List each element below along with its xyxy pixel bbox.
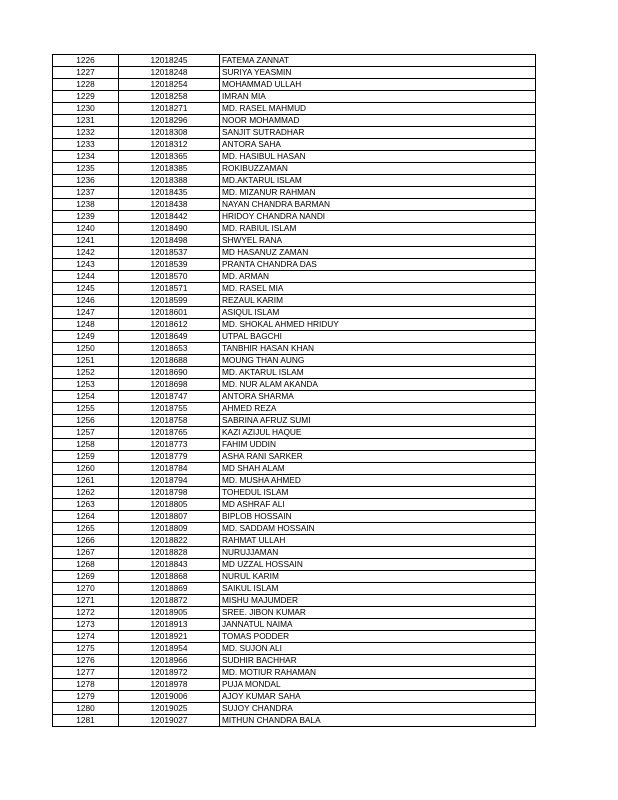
serial-cell: 1270 bbox=[53, 583, 119, 595]
name-cell: MD. AKTARUL ISLAM bbox=[220, 367, 536, 379]
serial-cell: 1278 bbox=[53, 679, 119, 691]
serial-cell: 1238 bbox=[53, 199, 119, 211]
serial-cell: 1264 bbox=[53, 511, 119, 523]
serial-cell: 1276 bbox=[53, 655, 119, 667]
name-cell: NURUL KARIM bbox=[220, 571, 536, 583]
serial-cell: 1271 bbox=[53, 595, 119, 607]
roll-number-cell: 12018779 bbox=[119, 451, 220, 463]
roll-number-cell: 12018296 bbox=[119, 115, 220, 127]
serial-cell: 1256 bbox=[53, 415, 119, 427]
roll-number-cell: 12018954 bbox=[119, 643, 220, 655]
table-row bbox=[53, 655, 536, 667]
table-row bbox=[53, 139, 536, 151]
roll-number-cell: 12018254 bbox=[119, 79, 220, 91]
serial-cell: 1280 bbox=[53, 703, 119, 715]
name-cell: TOHEDUL ISLAM bbox=[220, 487, 536, 499]
name-cell: MD. SUJON ALI bbox=[220, 643, 536, 655]
serial-cell: 1267 bbox=[53, 547, 119, 559]
table-row bbox=[53, 403, 536, 415]
table-row bbox=[53, 631, 536, 643]
name-cell: MD.AKTARUL ISLAM bbox=[220, 175, 536, 187]
table-row bbox=[53, 487, 536, 499]
roll-number-cell: 12018765 bbox=[119, 427, 220, 439]
name-cell: MD. SADDAM HOSSAIN bbox=[220, 523, 536, 535]
table-row bbox=[53, 115, 536, 127]
name-cell: SUJOY CHANDRA bbox=[220, 703, 536, 715]
name-cell: MD. RABIUL ISLAM bbox=[220, 223, 536, 235]
roll-number-cell: 12018537 bbox=[119, 247, 220, 259]
serial-cell: 1261 bbox=[53, 475, 119, 487]
serial-cell: 1247 bbox=[53, 307, 119, 319]
table-row bbox=[53, 343, 536, 355]
roll-number-cell: 12018747 bbox=[119, 391, 220, 403]
name-cell: ASIQUL ISLAM bbox=[220, 307, 536, 319]
serial-cell: 1258 bbox=[53, 439, 119, 451]
name-cell: FAHIM UDDIN bbox=[220, 439, 536, 451]
table-row bbox=[53, 691, 536, 703]
roll-number-cell: 12019006 bbox=[119, 691, 220, 703]
table-row bbox=[53, 127, 536, 139]
roll-number-cell: 12018442 bbox=[119, 211, 220, 223]
table-row bbox=[53, 703, 536, 715]
serial-cell: 1265 bbox=[53, 523, 119, 535]
name-cell: MOUNG THAN AUNG bbox=[220, 355, 536, 367]
name-cell: RAHMAT ULLAH bbox=[220, 535, 536, 547]
name-cell: JANNATUL NAIMA bbox=[220, 619, 536, 631]
roll-number-cell: 12018649 bbox=[119, 331, 220, 343]
name-cell: NOOR MOHAMMAD bbox=[220, 115, 536, 127]
serial-cell: 1273 bbox=[53, 619, 119, 631]
roll-number-cell: 12018966 bbox=[119, 655, 220, 667]
name-cell: PUJA MONDAL bbox=[220, 679, 536, 691]
serial-cell: 1241 bbox=[53, 235, 119, 247]
roll-number-cell: 12018798 bbox=[119, 487, 220, 499]
roll-number-cell: 12018807 bbox=[119, 511, 220, 523]
name-cell: MD. MUSHA AHMED bbox=[220, 475, 536, 487]
roll-number-cell: 12018843 bbox=[119, 559, 220, 571]
table-row bbox=[53, 331, 536, 343]
roll-number-cell: 12018385 bbox=[119, 163, 220, 175]
table-row bbox=[53, 619, 536, 631]
serial-cell: 1227 bbox=[53, 67, 119, 79]
name-cell: KAZI AZIJUL HAQUE bbox=[220, 427, 536, 439]
serial-cell: 1235 bbox=[53, 163, 119, 175]
table-row bbox=[53, 187, 536, 199]
name-cell: MD. MOTIUR RAHAMAN bbox=[220, 667, 536, 679]
serial-cell: 1248 bbox=[53, 319, 119, 331]
table-row bbox=[53, 295, 536, 307]
table-row bbox=[53, 223, 536, 235]
name-cell: MISHU MAJUMDER bbox=[220, 595, 536, 607]
roll-number-cell: 12018978 bbox=[119, 679, 220, 691]
roll-number-cell: 12018755 bbox=[119, 403, 220, 415]
roll-number-cell: 12018972 bbox=[119, 667, 220, 679]
serial-cell: 1269 bbox=[53, 571, 119, 583]
serial-cell: 1230 bbox=[53, 103, 119, 115]
name-cell: MD SHAH ALAM bbox=[220, 463, 536, 475]
roll-number-cell: 12018308 bbox=[119, 127, 220, 139]
serial-cell: 1251 bbox=[53, 355, 119, 367]
table-row bbox=[53, 463, 536, 475]
name-cell: IMRAN MIA bbox=[220, 91, 536, 103]
table-row bbox=[53, 91, 536, 103]
roll-number-cell: 12018872 bbox=[119, 595, 220, 607]
serial-cell: 1272 bbox=[53, 607, 119, 619]
serial-cell: 1239 bbox=[53, 211, 119, 223]
roll-number-cell: 12018805 bbox=[119, 499, 220, 511]
table-row bbox=[53, 643, 536, 655]
roll-number-cell: 12018570 bbox=[119, 271, 220, 283]
name-cell: MD. RASEL MAHMUD bbox=[220, 103, 536, 115]
serial-cell: 1255 bbox=[53, 403, 119, 415]
table-row bbox=[53, 151, 536, 163]
table-row bbox=[53, 319, 536, 331]
roll-number-cell: 12019027 bbox=[119, 715, 220, 727]
serial-cell: 1240 bbox=[53, 223, 119, 235]
name-cell: MD. NUR ALAM AKANDA bbox=[220, 379, 536, 391]
serial-cell: 1244 bbox=[53, 271, 119, 283]
table-row bbox=[53, 715, 536, 727]
name-cell: ROKIBUZZAMAN bbox=[220, 163, 536, 175]
table-row bbox=[53, 307, 536, 319]
serial-cell: 1262 bbox=[53, 487, 119, 499]
serial-cell: 1257 bbox=[53, 427, 119, 439]
roll-number-cell: 12019025 bbox=[119, 703, 220, 715]
serial-cell: 1237 bbox=[53, 187, 119, 199]
table-row bbox=[53, 535, 536, 547]
roll-number-cell: 12018868 bbox=[119, 571, 220, 583]
name-cell: MD. HASIBUL HASAN bbox=[220, 151, 536, 163]
roll-number-cell: 12018490 bbox=[119, 223, 220, 235]
name-cell: ANTORA SHARMA bbox=[220, 391, 536, 403]
name-cell: SURIYA YEASMIN bbox=[220, 67, 536, 79]
serial-cell: 1231 bbox=[53, 115, 119, 127]
serial-cell: 1250 bbox=[53, 343, 119, 355]
roll-number-cell: 12018794 bbox=[119, 475, 220, 487]
name-cell: NURUJJAMAN bbox=[220, 547, 536, 559]
serial-cell: 1268 bbox=[53, 559, 119, 571]
name-cell: SANJIT SUTRADHAR bbox=[220, 127, 536, 139]
name-cell: SHWYEL RANA bbox=[220, 235, 536, 247]
name-cell: TOMAS PODDER bbox=[220, 631, 536, 643]
table-row bbox=[53, 583, 536, 595]
name-cell: AJOY KUMAR SAHA bbox=[220, 691, 536, 703]
serial-cell: 1266 bbox=[53, 535, 119, 547]
roll-number-cell: 12018773 bbox=[119, 439, 220, 451]
roll-number-cell: 12018653 bbox=[119, 343, 220, 355]
serial-cell: 1275 bbox=[53, 643, 119, 655]
roll-number-cell: 12018822 bbox=[119, 535, 220, 547]
roll-number-cell: 12018612 bbox=[119, 319, 220, 331]
table-row bbox=[53, 607, 536, 619]
roll-number-cell: 12018913 bbox=[119, 619, 220, 631]
table-row bbox=[53, 511, 536, 523]
roll-number-cell: 12018905 bbox=[119, 607, 220, 619]
serial-cell: 1253 bbox=[53, 379, 119, 391]
serial-cell: 1232 bbox=[53, 127, 119, 139]
table-row bbox=[53, 679, 536, 691]
roll-number-cell: 12018571 bbox=[119, 283, 220, 295]
name-cell: MITHUN CHANDRA BALA bbox=[220, 715, 536, 727]
name-cell: ASHA RANI SARKER bbox=[220, 451, 536, 463]
serial-cell: 1279 bbox=[53, 691, 119, 703]
name-cell: MD. MIZANUR RAHMAN bbox=[220, 187, 536, 199]
name-cell: SUDHIR BACHHAR bbox=[220, 655, 536, 667]
roll-number-cell: 12018869 bbox=[119, 583, 220, 595]
roll-number-cell: 12018758 bbox=[119, 415, 220, 427]
roll-number-cell: 12018271 bbox=[119, 103, 220, 115]
serial-cell: 1249 bbox=[53, 331, 119, 343]
name-cell: MOHAMMAD ULLAH bbox=[220, 79, 536, 91]
table-row bbox=[53, 259, 536, 271]
table-row bbox=[53, 475, 536, 487]
serial-cell: 1228 bbox=[53, 79, 119, 91]
roll-number-cell: 12018784 bbox=[119, 463, 220, 475]
table-row bbox=[53, 271, 536, 283]
table-row bbox=[53, 55, 536, 67]
table-row bbox=[53, 103, 536, 115]
table-row bbox=[53, 199, 536, 211]
serial-cell: 1245 bbox=[53, 283, 119, 295]
serial-cell: 1233 bbox=[53, 139, 119, 151]
serial-cell: 1263 bbox=[53, 499, 119, 511]
roll-number-cell: 12018921 bbox=[119, 631, 220, 643]
serial-cell: 1259 bbox=[53, 451, 119, 463]
table-row bbox=[53, 163, 536, 175]
name-cell: TANBHIR HASAN KHAN bbox=[220, 343, 536, 355]
table-row bbox=[53, 235, 536, 247]
roll-number-cell: 12018809 bbox=[119, 523, 220, 535]
name-cell: SABRINA AFRUZ SUMI bbox=[220, 415, 536, 427]
serial-cell: 1254 bbox=[53, 391, 119, 403]
serial-cell: 1229 bbox=[53, 91, 119, 103]
serial-cell: 1277 bbox=[53, 667, 119, 679]
table-row bbox=[53, 415, 536, 427]
roll-number-cell: 12018601 bbox=[119, 307, 220, 319]
roll-number-cell: 12018312 bbox=[119, 139, 220, 151]
name-cell: MD UZZAL HOSSAIN bbox=[220, 559, 536, 571]
table-row bbox=[53, 499, 536, 511]
name-cell: MD. RASEL MIA bbox=[220, 283, 536, 295]
name-cell: NAYAN CHANDRA BARMAN bbox=[220, 199, 536, 211]
roll-number-cell: 12018690 bbox=[119, 367, 220, 379]
serial-cell: 1252 bbox=[53, 367, 119, 379]
table-row bbox=[53, 547, 536, 559]
name-cell: HRIDOY CHANDRA NANDI bbox=[220, 211, 536, 223]
roll-number-cell: 12018435 bbox=[119, 187, 220, 199]
name-cell: PRANTA CHANDRA DAS bbox=[220, 259, 536, 271]
table-row bbox=[53, 439, 536, 451]
table-row bbox=[53, 367, 536, 379]
serial-cell: 1242 bbox=[53, 247, 119, 259]
table-row bbox=[53, 667, 536, 679]
roll-number-cell: 12018599 bbox=[119, 295, 220, 307]
roll-number-cell: 12018498 bbox=[119, 235, 220, 247]
serial-cell: 1246 bbox=[53, 295, 119, 307]
name-cell: BIPLOB HOSSAIN bbox=[220, 511, 536, 523]
roll-number-cell: 12018388 bbox=[119, 175, 220, 187]
table-row bbox=[53, 571, 536, 583]
table-row bbox=[53, 79, 536, 91]
serial-cell: 1260 bbox=[53, 463, 119, 475]
serial-cell: 1234 bbox=[53, 151, 119, 163]
name-cell: MD. ARMAN bbox=[220, 271, 536, 283]
table-row bbox=[53, 211, 536, 223]
roll-number-cell: 12018539 bbox=[119, 259, 220, 271]
name-cell: REZAUL KARIM bbox=[220, 295, 536, 307]
serial-cell: 1226 bbox=[53, 55, 119, 67]
roll-number-cell: 12018828 bbox=[119, 547, 220, 559]
name-cell: ANTORA SAHA bbox=[220, 139, 536, 151]
serial-cell: 1236 bbox=[53, 175, 119, 187]
table-row bbox=[53, 67, 536, 79]
name-cell: MD ASHRAF ALI bbox=[220, 499, 536, 511]
table-row bbox=[53, 427, 536, 439]
candidate-table bbox=[52, 54, 536, 727]
name-cell: UTPAL BAGCHI bbox=[220, 331, 536, 343]
roll-number-cell: 12018698 bbox=[119, 379, 220, 391]
table-row bbox=[53, 379, 536, 391]
name-cell: AHMED REZA bbox=[220, 403, 536, 415]
serial-cell: 1274 bbox=[53, 631, 119, 643]
roll-number-cell: 12018258 bbox=[119, 91, 220, 103]
table-row bbox=[53, 391, 536, 403]
candidate-table-body bbox=[53, 55, 536, 727]
name-cell: MD. SHOKAL AHMED HRIDUY bbox=[220, 319, 536, 331]
roll-number-cell: 12018248 bbox=[119, 67, 220, 79]
table-row bbox=[53, 247, 536, 259]
table-row bbox=[53, 355, 536, 367]
table-row bbox=[53, 175, 536, 187]
name-cell: FATEMA ZANNAT bbox=[220, 55, 536, 67]
serial-cell: 1281 bbox=[53, 715, 119, 727]
name-cell: SREE. JIBON KUMAR bbox=[220, 607, 536, 619]
name-cell: MD HASANUZ ZAMAN bbox=[220, 247, 536, 259]
name-cell: SAIKUL ISLAM bbox=[220, 583, 536, 595]
table-row bbox=[53, 595, 536, 607]
roll-number-cell: 12018688 bbox=[119, 355, 220, 367]
serial-cell: 1243 bbox=[53, 259, 119, 271]
table-row bbox=[53, 523, 536, 535]
table-row bbox=[53, 283, 536, 295]
roll-number-cell: 12018365 bbox=[119, 151, 220, 163]
roll-number-cell: 12018245 bbox=[119, 55, 220, 67]
table-row bbox=[53, 559, 536, 571]
table-row bbox=[53, 451, 536, 463]
roll-number-cell: 12018438 bbox=[119, 199, 220, 211]
